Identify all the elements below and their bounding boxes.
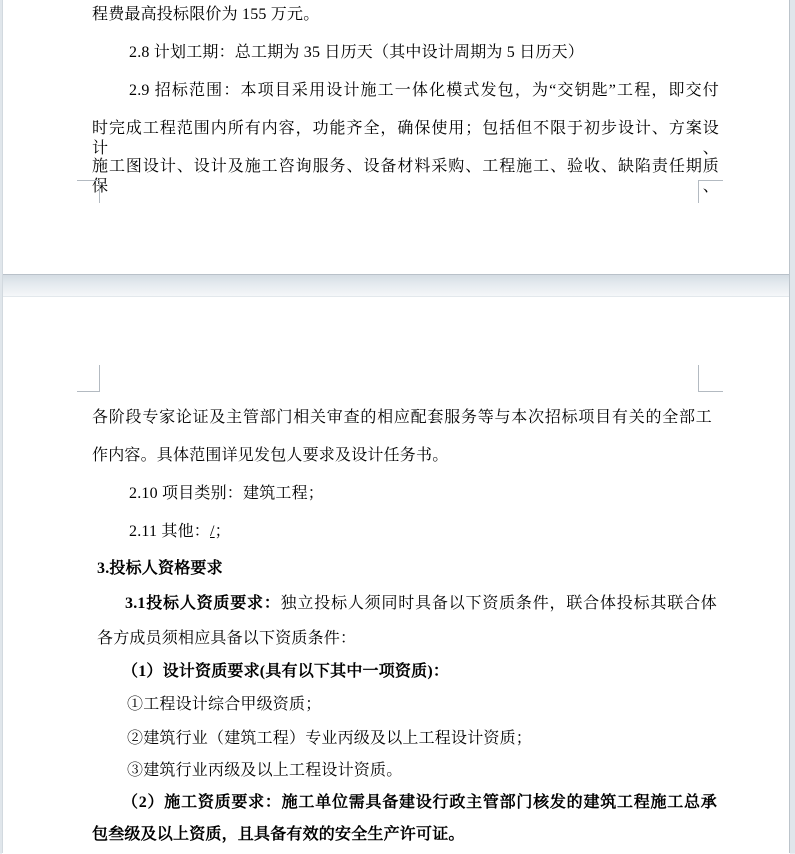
text-line[interactable] — [92, 408, 712, 428]
text-segment: 3.1投标人资质要求： — [125, 595, 281, 612]
text-line[interactable] — [92, 446, 448, 466]
text-segment: 2.10 项目类别：建筑工程； — [129, 485, 325, 502]
right-canvas-margin — [789, 0, 795, 853]
page-break-gap — [0, 275, 795, 296]
text-segment: 2.9 招标范围：本项目采用设计施工一体化模式发包，为“交钥匙”工程，即交付 — [129, 82, 719, 99]
text-line[interactable] — [122, 662, 449, 682]
text-segment: 2.11 其他： — [129, 523, 211, 540]
margin-crop-mark-top-left — [77, 365, 100, 392]
text-segment: 包叁级及以上资质，且具备有效的安全生产许可证。 — [92, 826, 465, 843]
left-canvas-margin — [0, 0, 3, 853]
page-1-text-area — [2, 0, 790, 274]
text-line[interactable] — [92, 157, 719, 197]
text-segment: 独立投标人须同时具备以下资质条件，联合体投标其联合体 — [280, 595, 717, 612]
margin-crop-mark-top-right — [698, 365, 723, 392]
page-2[interactable] — [2, 296, 790, 854]
margin-crop-mark-bottom-right — [698, 180, 723, 203]
text-segment: ②建筑行业（建筑工程）专业丙级及以上工程设计资质； — [127, 730, 533, 747]
text-line[interactable] — [129, 81, 719, 101]
page-1[interactable] — [2, 0, 790, 275]
text-line[interactable] — [127, 761, 402, 781]
text-segment: 施工图设计、设计及施工咨询服务、设备材料采购、工程施工、验收、缺陷责任期质保、 — [92, 158, 719, 195]
page-2-text-area — [2, 297, 790, 854]
text-segment: （2）施工资质要求：施工单位需具备建设行政主管部门核发的建筑工程施工总承 — [122, 794, 717, 811]
text-line[interactable] — [92, 119, 719, 159]
text-segment: 时完成工程范围内所有内容，功能齐全，确保使用；包括但不限于初步设计、方案设计、 — [92, 120, 719, 157]
text-segment: 2.8 计划工期：总工期为 35 日历天（其中设计周期为 5 日历天） — [129, 44, 585, 61]
text-segment: 3.投标人资格要求 — [97, 560, 223, 577]
margin-crop-mark-bottom-left — [77, 180, 100, 203]
text-line[interactable] — [127, 729, 532, 749]
text-segment: ①工程设计综合甲级资质； — [127, 696, 322, 713]
text-segment: ③建筑行业丙级及以上工程设计资质。 — [127, 762, 403, 779]
text-segment: 程费最高投标限价为 155 万元。 — [92, 6, 320, 23]
text-segment: ； — [214, 523, 231, 540]
text-line[interactable] — [127, 695, 321, 715]
text-segment: 作内容。具体范围详见发包人要求及设计任务书。 — [92, 447, 449, 464]
text-segment: 各方成员须相应具备以下资质条件： — [97, 630, 357, 647]
text-line[interactable] — [129, 522, 231, 542]
text-line[interactable] — [97, 559, 223, 579]
text-segment: 各阶段专家论证及主管部门相关审查的相应配套服务等与本次招标项目有关的全部工 — [92, 409, 712, 426]
text-segment: （1）设计资质要求(具有以下其中一项资质)： — [122, 663, 450, 680]
text-line[interactable] — [122, 793, 717, 813]
text-line[interactable] — [92, 5, 319, 25]
text-line[interactable] — [129, 43, 584, 63]
text-line[interactable] — [97, 629, 356, 649]
text-line[interactable] — [92, 825, 465, 845]
text-segment: / — [210, 523, 215, 540]
text-line[interactable] — [125, 594, 717, 614]
text-line[interactable] — [129, 484, 324, 504]
